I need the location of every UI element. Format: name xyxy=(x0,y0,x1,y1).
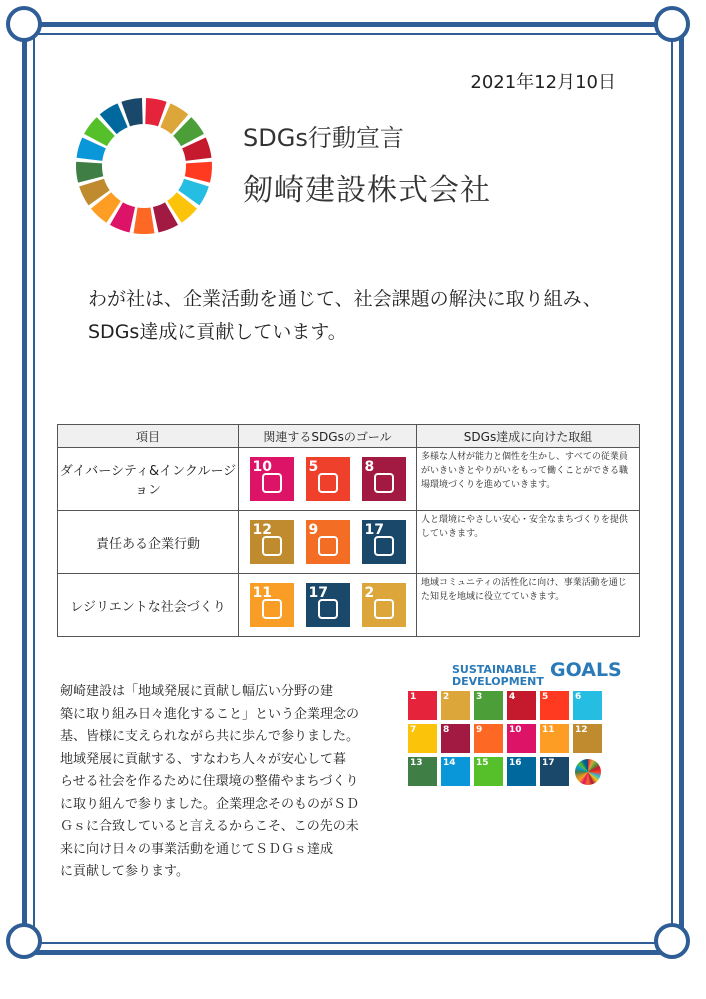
table-cell-item: ダイバーシティ&インクルージョン xyxy=(58,448,239,511)
company-name: 剱崎建設株式会社 xyxy=(243,173,491,208)
wheel-segment xyxy=(76,162,103,183)
table-cell-goals xyxy=(239,448,417,511)
sdg-goal-icon: 1 xyxy=(408,691,437,720)
sdg-goal-icon: 6 xyxy=(573,691,602,720)
page-title: SDGs行動宣言 xyxy=(243,124,404,152)
sdg-goal-icon: 3 xyxy=(474,691,503,720)
sdg-goal-icon: 9 xyxy=(474,724,503,753)
sdg-table xyxy=(57,424,640,637)
sdg-goal-icon: 10 xyxy=(507,724,536,753)
corner-ornament xyxy=(6,6,42,42)
sdg-goals-logo: SUSTAINABLE DEVELOPMENT GOALS xyxy=(452,659,622,688)
corner-ornament xyxy=(654,923,690,959)
sdg-goal-icon: 17 xyxy=(306,583,350,627)
sdg-goal-icon: 7 xyxy=(408,724,437,753)
sdg-goal-icon: 12 xyxy=(250,520,294,564)
table-cell-goals xyxy=(239,511,417,574)
sdg-goal-icon: 5 xyxy=(306,457,350,501)
sdg-goal-icon: 12 xyxy=(573,724,602,753)
sdg-goal-icon: 10 xyxy=(250,457,294,501)
sdg-goal-icon: 13 xyxy=(408,757,437,786)
sdg-goal-icon: 8 xyxy=(441,724,470,753)
sdg-goal-icon: 11 xyxy=(250,583,294,627)
table-row xyxy=(58,448,640,511)
sdg-goal-icon: 9 xyxy=(306,520,350,564)
corner-ornament xyxy=(6,923,42,959)
table-cell-note: 地域コミュニティの活性化に向け、事業活動を通じた知見を地域に役立てていきます。 xyxy=(417,574,640,637)
table-cell-item: 責任ある企業行動 xyxy=(58,511,239,574)
body-paragraph: 剱崎建設は「地域発展に貢献し幅広い分野の建 築に取り組み日々進化すること」という企業理念の 基、皆様に支えられながら共に歩んで参りました。 地域発展に貢献する、すなわち人々が安心して暮 らせる社会を作るために住環境の整備やまちづくり に取り組んで参りました。企業理念そのものがＳＤ Ｇｓに合致していると言えるからこそ、この先の未 来に向け日々の事業活動を通じてＳＤＧｓ達成 に貢献して参ります。 xyxy=(60,684,360,879)
sdg-goal-icon: 5 xyxy=(540,691,569,720)
wheel-segment xyxy=(185,162,212,183)
table-header: 項目 xyxy=(58,425,239,448)
sdg-goal-icon: 8 xyxy=(362,457,406,501)
sdg-goal-icon: 11 xyxy=(540,724,569,753)
lead-statement: わが社は、企業活動を通じて、社会課題の解決に取り組み、 SDGs達成に貢献しています。 xyxy=(88,288,602,343)
table-row xyxy=(58,574,640,637)
sdg-goal-icon: 17 xyxy=(540,757,569,786)
declaration-date: 2021年12月10日 xyxy=(470,72,616,93)
sdg-wheel-logo xyxy=(74,96,214,236)
table-row xyxy=(58,511,640,574)
sdg-goal-icon: 17 xyxy=(362,520,406,564)
table-cell-note: 多様な人材が能力と個性を生かし、すべての従業員がいきいきとやりがいをもって働くことができる職場環境づくりを進めていきます。 xyxy=(417,448,640,511)
table-header: 関連するSDGsのゴール xyxy=(239,425,417,448)
table-header: SDGs達成に向けた取組 xyxy=(417,425,640,448)
sdg-goal-icon: 15 xyxy=(474,757,503,786)
sdg-goal-icon: 2 xyxy=(362,583,406,627)
sdg-goal-icon: 2 xyxy=(441,691,470,720)
sdg-wheel-icon xyxy=(575,759,601,785)
sdg-goal-icon: 14 xyxy=(441,757,470,786)
table-cell-goals xyxy=(239,574,417,637)
sdg-goal-icon: 4 xyxy=(507,691,536,720)
sdg-goal-icon: 16 xyxy=(507,757,536,786)
corner-ornament xyxy=(654,6,690,42)
table-cell-item: レジリエントな社会づくり xyxy=(58,574,239,637)
table-cell-note: 人と環境にやさしい安心・安全なまちづくりを提供していきます。 xyxy=(417,511,640,574)
wheel-segment xyxy=(134,208,155,235)
